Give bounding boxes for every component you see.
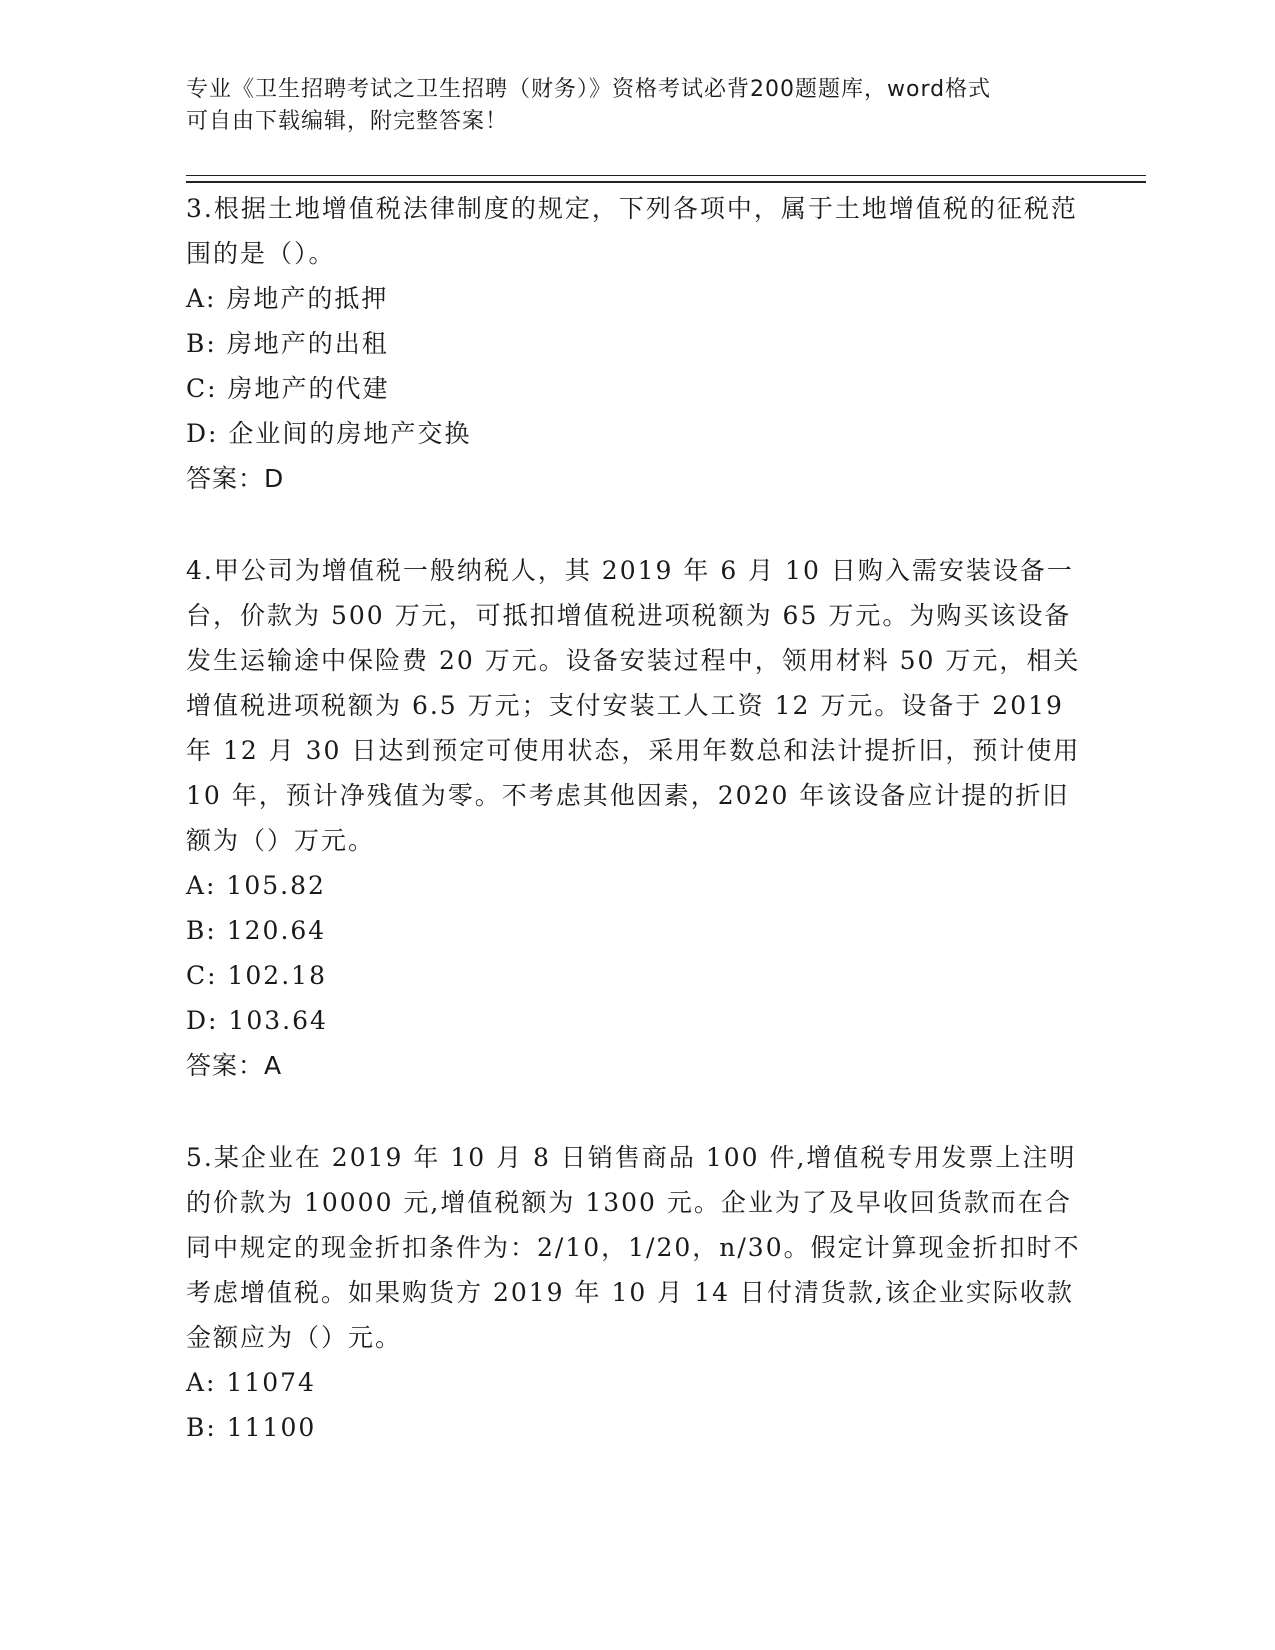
option-b: B: 房地产的出租: [186, 329, 389, 358]
header-divider: [186, 175, 1146, 183]
question-text: 5.某企业在 2019 年 10 月 8 日销售商品 100 件,增值税专用发票上注明的价款为 10000 元,增值税额为 1300 元。企业为了及早收回货款而在合同中规定的现金折扣条件为：2/10，1/20，n/30。假定计算现金折扣时不考虑增值税。如果购货方 2019 年 10 月 14 日付清货款,该企业实际收款金额应为（）元。: [186, 1143, 1081, 1352]
answer-line: 答案：A: [186, 1051, 283, 1080]
header-title-line-2: 可自由下载编辑，附完整答案！: [186, 109, 509, 134]
header-title-line-1: 专业《卫生招聘考试之卫生招聘（财务）》资格考试必背200题题库，word格式: [186, 77, 992, 102]
option-a: A: 105.82: [186, 871, 326, 900]
option-d: D: 103.64: [186, 1006, 328, 1035]
answer-line: 答案：D: [186, 464, 285, 493]
question-list: [186, 186, 1086, 1497]
option-b: B: 11100: [186, 1413, 317, 1442]
option-d: D: 企业间的房地产交换: [186, 419, 472, 448]
option-b: B: 120.64: [186, 916, 327, 945]
option-c: C: 房地产的代建: [186, 374, 390, 403]
question-text: 4.甲公司为增值税一般纳税人，其 2019 年 6 月 10 日购入需安装设备一台，价款为 500 万元，可抵扣增值税进项税额为 65 万元。为购买该设备发生运输途中保险费 20 万元。设备安装过程中，领用材料 50 万元，相关增值税进项税额为 6.5 万元；支付安装工人工资 12 万元。设备于 2019 年 12 月 30 日达到预定可使用状态，采用年数总和法计提折旧，预计使用 10 年，预计净残值为零。不考虑其他因素，2020 年该设备应计提的折旧额为（）万元。: [186, 556, 1081, 855]
option-a: A: 11074: [186, 1368, 316, 1397]
question-5: [186, 1135, 1086, 1450]
option-a: A: 房地产的抵押: [186, 284, 389, 313]
document-header: [186, 74, 1086, 138]
question-text: 3.根据土地增值税法律制度的规定，下列各项中，属于土地增值税的征税范围的是（）。: [186, 194, 1078, 268]
question-3: [186, 186, 1086, 501]
question-4: [186, 548, 1086, 1088]
option-c: C: 102.18: [186, 961, 327, 990]
